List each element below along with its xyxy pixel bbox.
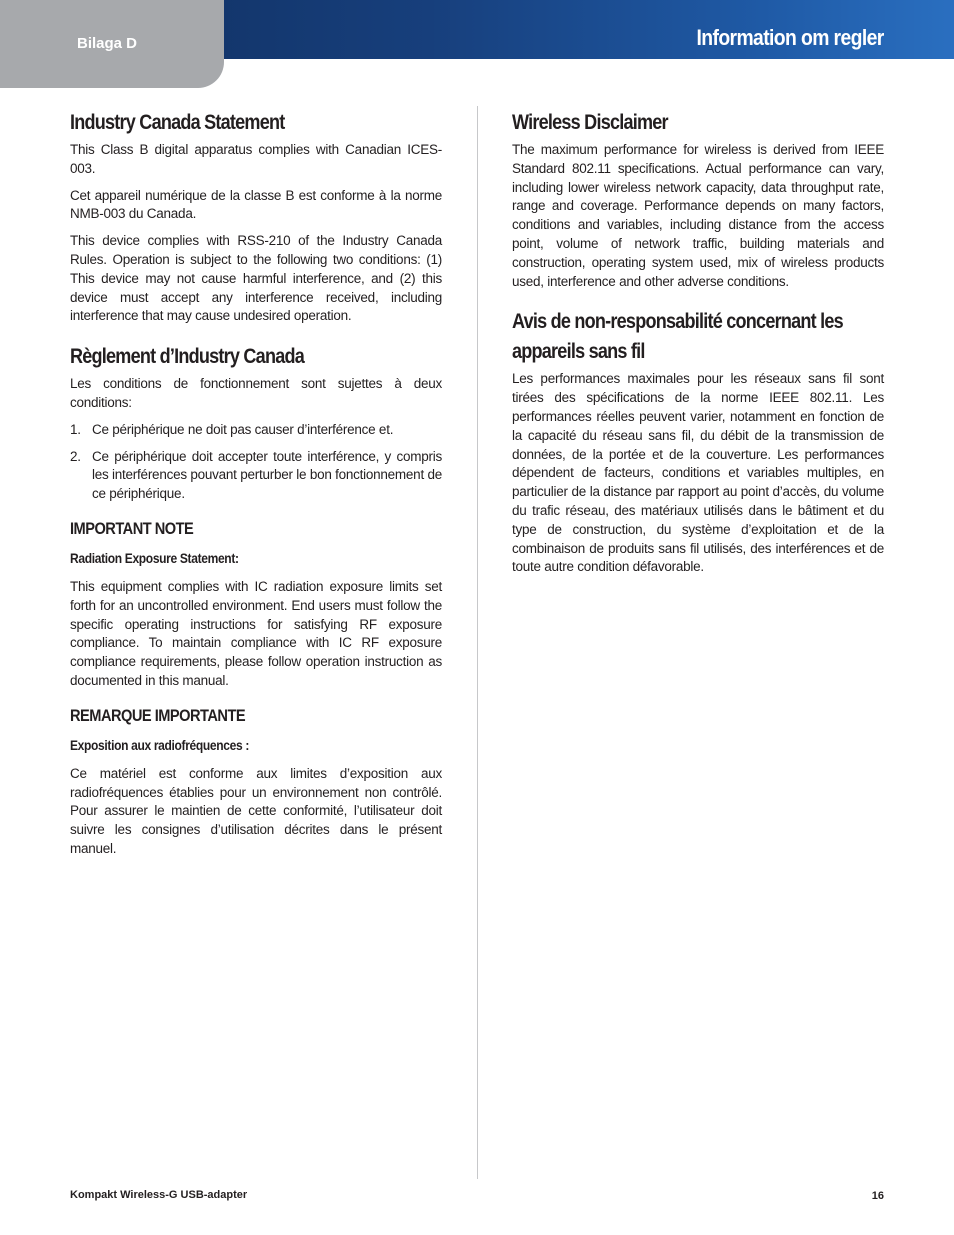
list-item-text: Ce périphérique ne doit pas causer d’interférence et. bbox=[92, 421, 394, 437]
footer-product-name: Kompakt Wireless-G USB-adapter bbox=[70, 1189, 248, 1201]
radiation-exposure-paragraph: This equipment complies with IC radiation exposure limits set forth for an uncontrolled environment. End users must follow the specific operating instructions for satisfying RF exposure compliance. To maintain compliance with IC RF exposure compliance requirements, please follow operation instruction as documented in this manual. bbox=[70, 578, 442, 688]
exposition-paragraph: Ce matériel est conforme aux limites d’exposition aux radiofréquences établies pour un environnement non contrôlé. Pour assurer le maintien de cette conformité, l’utilisateur doit suivre les consignes d’utilisation décrites dans le présent manuel. bbox=[70, 765, 442, 856]
list-item-number: 1. bbox=[70, 421, 81, 437]
page-header bbox=[0, 0, 954, 88]
important-note-heading: IMPORTANT NOTE bbox=[70, 518, 194, 538]
right-column bbox=[512, 106, 884, 585]
rss-paragraph: This device complies with RSS-210 of the Industry Canada Rules. Operation is subject to the following two conditions: (1) This device may not cause harmful interference, and (2) this device must accept any interference received, including interference that may cause undesired operation. bbox=[70, 233, 442, 324]
list-item bbox=[70, 421, 442, 440]
reglement-industry-canada-heading: Règlement d’Industry Canada bbox=[70, 345, 305, 369]
conditions-list bbox=[70, 421, 442, 504]
avis-paragraph: Les performances maximales pour les réseaux sans fil sont tirées des spécifications de la norme IEEE 802.11. Les performances réelles peuvent varier, notamment en fonction de la capacité du réseau sans fil, du débit de la transmission de données, de la portée et de la couverture. Les performances dépendent de facteurs, conditions et variables multiples, en particulier de la distance par rapport au point d’accès, du volume du trafic réseau, des matériaux utilisés dans le bâtiment et du type de construction, du système d’exploitation et de la combinaison de produits sans fil utilisés, des interférences et de toute autre condition défavorable. bbox=[512, 371, 884, 575]
remarque-importante-heading: REMARQUE IMPORTANTE bbox=[70, 705, 246, 725]
chapter-title: Information om regler bbox=[696, 25, 884, 50]
conditions-paragraph: Les conditions de fonctionnement sont sujettes à deux conditions: bbox=[70, 376, 442, 410]
wireless-disclaimer-paragraph: The maximum performance for wireless is derived from IEEE Standard 802.11 specifications. Actual performance can vary, including lower wireless network capacity, data throughput rate, range and coverage. Performance depends on many factors, conditions and variables, including distance from the access point, volume of network traffic, building materials and construction, operating system used, mix of wireless products used, interference and other adverse conditions. bbox=[512, 142, 884, 289]
radiation-exposure-subheading: Radiation Exposure Statement: bbox=[70, 549, 239, 566]
appendix-label: Bilaga D bbox=[77, 35, 138, 52]
list-item-number: 2. bbox=[70, 448, 81, 464]
list-item-text: Ce périphérique doit accepter toute interférence, y compris les interférences pouvant perturber le bon fonctionnement de ce périphérique. bbox=[92, 448, 442, 502]
nmb-paragraph: Cet appareil numérique de la classe B est conforme à la norme NMB-003 du Canada. bbox=[70, 187, 442, 222]
left-column bbox=[70, 106, 442, 867]
list-item bbox=[70, 448, 442, 504]
footer-page-number: 16 bbox=[871, 1190, 884, 1202]
wireless-disclaimer-heading: Wireless Disclaimer bbox=[512, 111, 668, 134]
avis-heading: Avis de non-responsabilité concernant les appareils sans fil bbox=[512, 310, 843, 364]
industry-canada-statement-heading: Industry Canada Statement bbox=[70, 111, 285, 134]
appendix-tab bbox=[0, 0, 224, 88]
ices-paragraph: This Class B digital apparatus complies with Canadian ICES-003. bbox=[70, 142, 442, 176]
exposition-subheading: Exposition aux radiofréquences : bbox=[70, 736, 250, 753]
column-divider bbox=[477, 106, 478, 1179]
